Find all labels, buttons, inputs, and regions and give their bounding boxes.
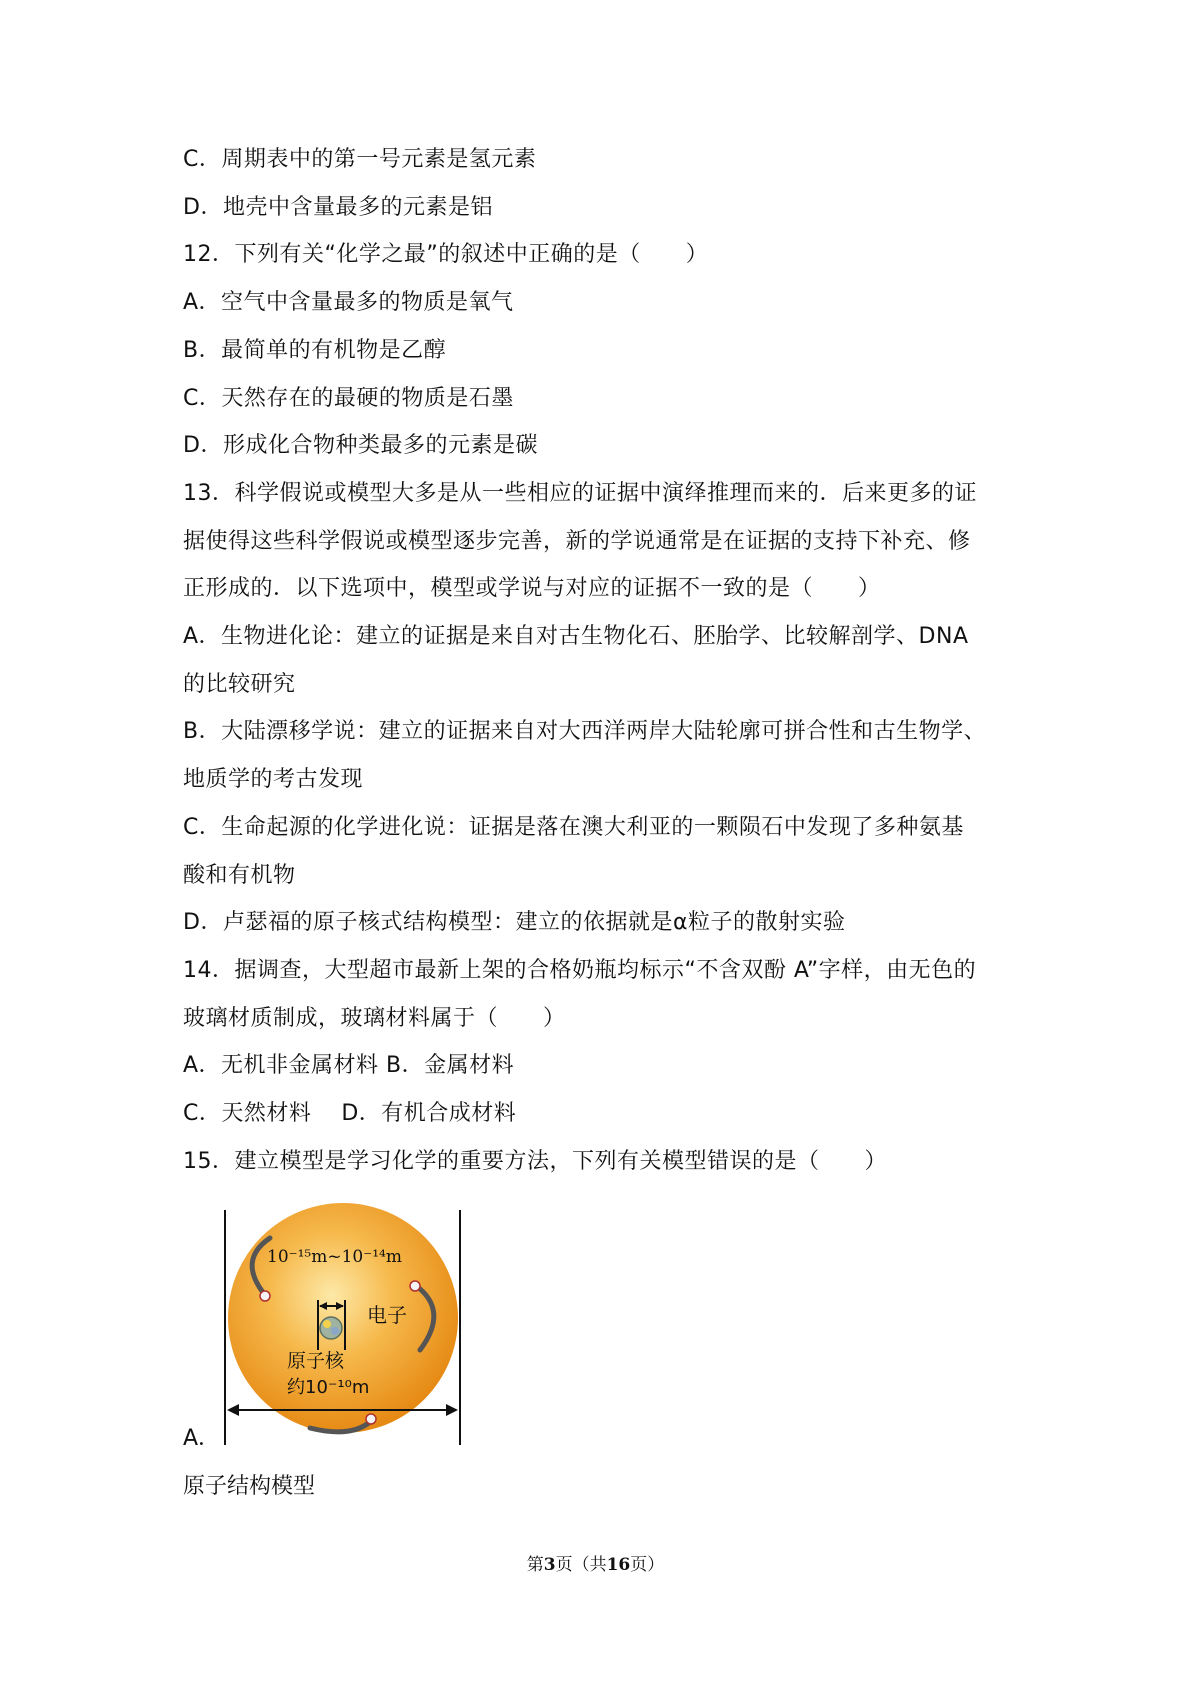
text-line: 据使得这些科学假说或模型逐步完善，新的学说通常是在证据的支持下补充、修 — [183, 528, 971, 554]
text-line: A．空气中含量最多的物质是氧气 — [183, 290, 514, 316]
atom-sphere — [228, 1203, 458, 1433]
neutron — [331, 1327, 339, 1335]
footer-total-pages: 16 — [606, 1555, 631, 1575]
page-footer — [0, 1550, 1191, 1575]
text-line: D．卢瑟福的原子核式结构模型：建立的依据就是α粒子的散射实验 — [183, 910, 846, 936]
proton — [323, 1320, 331, 1328]
text-line: C．天然存在的最硬的物质是石墨 — [183, 385, 514, 411]
footer-mid: 页（共 — [555, 1555, 607, 1575]
arrow-head-left — [227, 1404, 239, 1416]
text-line: 酸和有机物 — [183, 862, 296, 888]
atom-size-label: 约10⁻¹⁰m — [287, 1377, 370, 1398]
text-line: A．生物进化论：建立的证据是来自对古生物化石、胚胎学、比较解剖学、DNA — [183, 624, 969, 649]
text-line: A．无机非金属材料 B．金属材料 — [183, 1053, 515, 1079]
figure-caption: 原子结构模型 — [183, 1474, 316, 1499]
nucleus-size-label: 10⁻¹⁵m~10⁻¹⁴m — [267, 1247, 402, 1267]
arrow-head-right — [446, 1404, 458, 1416]
text-line: D．地壳中含量最多的元素是铝 — [183, 194, 493, 220]
electron-label: 电子 — [367, 1303, 407, 1327]
text-line: 地质学的考古发现 — [183, 767, 364, 793]
atom-structure-figure — [215, 1200, 475, 1450]
electron — [410, 1281, 420, 1291]
text-line: 的比较研究 — [183, 671, 296, 697]
footer-prefix: 第 — [526, 1555, 544, 1575]
text-line: B．大陆漂移学说：建立的证据来自对大西洋两岸大陆轮廓可拼合性和古生物学、 — [183, 719, 987, 745]
text-line: 14．据调查，大型超市最新上架的合格奶瓶均标示“不含双酚 A”字样，由无色的 — [183, 957, 977, 983]
text-line: 15．建立模型是学习化学的重要方法，下列有关模型错误的是（ ） — [183, 1148, 887, 1174]
footer-suffix: 页） — [630, 1555, 665, 1575]
figure-option-label: A． — [183, 1426, 221, 1451]
text-line: C．周期表中的第一号元素是氢元素 — [183, 147, 537, 172]
text-line: 12．下列有关“化学之最”的叙述中正确的是（ ） — [183, 242, 709, 268]
text-line: 13．科学假说或模型大多是从一些相应的证据中演绎推理而来的．后来更多的证 — [183, 480, 977, 506]
nucleus-label: 原子核 — [287, 1350, 345, 1372]
electron — [260, 1291, 270, 1301]
nucleus — [320, 1317, 342, 1339]
text-line: C．生命起源的化学进化说：证据是落在澳大利亚的一颗陨石中发现了多种氨基 — [183, 814, 964, 840]
text-line: B．最简单的有机物是乙醇 — [183, 337, 447, 363]
footer-page-number: 3 — [543, 1555, 556, 1575]
electron — [366, 1414, 376, 1424]
text-line: D．形成化合物种类最多的元素是碳 — [183, 433, 538, 459]
text-line: 正形成的．以下选项中，模型或学说与对应的证据不一致的是（ ） — [183, 576, 881, 602]
text-line: 玻璃材质制成，玻璃材料属于（ ） — [183, 1005, 566, 1031]
text-line: C．天然材料 D．有机合成材料 — [183, 1101, 517, 1126]
